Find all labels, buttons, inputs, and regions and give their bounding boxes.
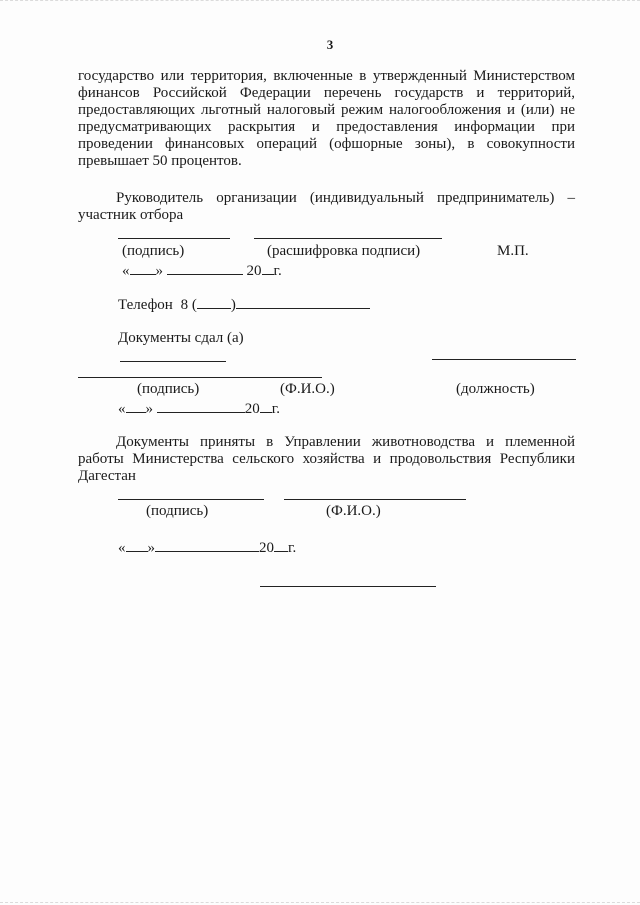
submitted-label: Документы сдал (а) (118, 330, 244, 346)
accepted-line: Дагестан (78, 468, 136, 484)
submitted-date-field (118, 399, 280, 418)
scan-edge-top (0, 0, 640, 4)
submitted-position-line[interactable] (432, 359, 576, 360)
date-month-blank[interactable] (155, 538, 259, 552)
submitted-position-label: (должность) (456, 381, 535, 397)
head-decryption-line[interactable] (254, 238, 442, 239)
date-year-blank[interactable] (262, 261, 274, 275)
head-signature-line[interactable] (118, 238, 230, 239)
accepted-date-field (118, 538, 296, 557)
page-number: 3 (326, 37, 334, 52)
intro-paragraph (78, 68, 575, 170)
head-section-text (78, 190, 575, 224)
phone-field (118, 295, 370, 314)
head-line: участник отбора (78, 207, 184, 223)
head-line: Руководитель организации (индивидуальный предприниматель) – (116, 190, 575, 206)
intro-line: превышает 50 процентов. (78, 153, 242, 169)
head-date-field (122, 261, 282, 280)
intro-line: государство или территория, включенные в утвержденный Министерством (78, 68, 575, 84)
intro-line: проведении финансовых операций (офшорные зоны), в совокупности (78, 136, 575, 152)
scan-edge-bottom (0, 902, 640, 903)
accepted-signature-label: (подпись) (146, 503, 209, 519)
date-day-blank[interactable] (130, 261, 156, 275)
date-month-blank[interactable] (157, 399, 245, 413)
head-signature-label: (подпись) (122, 243, 185, 259)
date-close-quote: » (147, 540, 155, 556)
date-day-blank[interactable] (126, 538, 148, 552)
date-year-suffix: г. (271, 401, 280, 417)
submitted-signature-label: (подпись) (137, 381, 200, 397)
date-year-suffix: г. (288, 540, 297, 556)
submitted-long-line[interactable] (78, 377, 322, 378)
accepted-fio-line[interactable] (284, 499, 466, 500)
date-open-quote: « (122, 263, 130, 279)
date-open-quote: « (118, 540, 126, 556)
head-decryption-label: (расшифровка подписи) (267, 243, 421, 259)
date-year-prefix: 20 (244, 401, 260, 417)
date-year-suffix: г. (273, 263, 282, 279)
phone-label: Телефон (118, 297, 173, 313)
accepted-fio-label: (Ф.И.О.) (326, 503, 381, 519)
accepted-signature-line[interactable] (118, 499, 264, 500)
date-open-quote: « (118, 401, 126, 417)
intro-line: предоставляющих льготный налоговый режим налогообложения и (или) не (78, 102, 575, 118)
submitted-short-line[interactable] (120, 361, 226, 362)
date-year-blank[interactable] (260, 399, 272, 413)
stamp-label: М.П. (497, 243, 529, 259)
accepted-line: Документы приняты в Управлении животноводства и племенной (116, 434, 575, 450)
date-year-prefix: 20 (246, 263, 262, 279)
closing-separator-line (260, 586, 436, 587)
intro-line: предусматривающих раскрытия и предоставления информации при (78, 119, 575, 135)
date-close-quote: » (155, 263, 163, 279)
date-day-blank[interactable] (126, 399, 146, 413)
phone-code-blank[interactable] (197, 295, 231, 309)
phone-number-blank[interactable] (236, 295, 370, 309)
date-year-blank[interactable] (274, 538, 288, 552)
submitted-fio-label: (Ф.И.О.) (280, 381, 335, 397)
date-year-prefix: 20 (259, 540, 274, 556)
accepted-paragraph (78, 434, 575, 485)
phone-close-paren: ) (230, 297, 236, 313)
accepted-line: работы Министерства сельского хозяйства и продовольствия Республики (78, 451, 575, 467)
date-month-blank[interactable] (167, 261, 243, 275)
intro-line: финансов Российской Федерации перечень государств и территорий, (78, 85, 575, 101)
phone-prefix: 8 ( (180, 297, 197, 313)
date-close-quote: » (145, 401, 153, 417)
